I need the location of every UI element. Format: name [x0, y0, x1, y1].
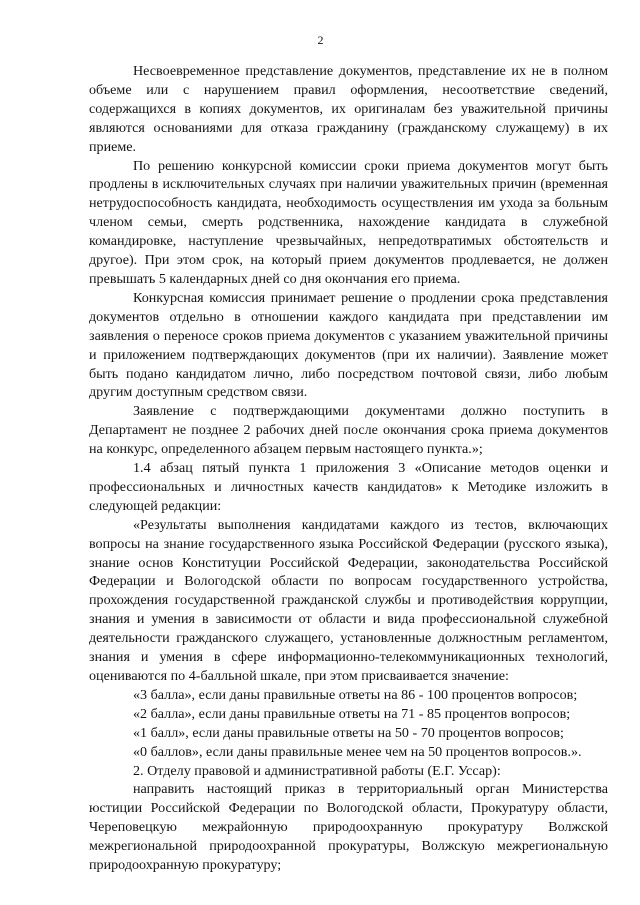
- page-number: 2: [317, 33, 324, 47]
- paragraph-commission-decision: Конкурсная комиссия принимает решение о продлении срока представления документов отдельно в отношении каждого кандидата при представлении им заявления о переносе сроков приема документов с указанием уважительной причины и приложением подтверждающих документов (при их наличии). Заявление может быть подано кандидатом лично, либо посредством почтовой связи, либо любым другим доступным средством связи.: [89, 289, 608, 401]
- paragraph-legal-department: 2. Отделу правовой и административной работы (Е.Г. Уссар):: [133, 762, 501, 779]
- paragraph-deadline-extension: По решению конкурсной комиссии сроки приема документов могут быть продлены в исключительных случаях при наличии уважительных причин (временная нетрудоспособность кандидата, необходимость осуществления им ухода за больным членом семьи, смерть родственника, нахождение кандидата в служебной командировке, наступление чрезвычайных, непредотвратимых обстоятельств и другое). При этом срок, на который прием документов продлевается, не должен превышать 5 календарных дней со дня окончания его приема.: [89, 157, 608, 287]
- paragraph-test-results: «Результаты выполнения кандидатами каждого из тестов, включающих вопросы на знание государственного языка Российской Федерации (русского языка), знание основ Конституции Российской Федерации, законодательства Российской Федерации и Вологодской области по вопросам государственного устройства, прохождения государственной гражданской службы и противодействия коррупции, знания и умения в зависимости от области и вида профессиональной служебной деятельности гражданского служащего, установленные должностным регламентом, знания и умения в сфере информационно-телекоммуникационных технологий, оцениваются по 4-балльной шкале, при этом присваивается значение:: [89, 516, 608, 684]
- score-item-2: «2 балла», если даны правильные ответы на 71 - 85 процентов вопросов;: [133, 705, 571, 722]
- score-item-3: «3 балла», если даны правильные ответы на 86 - 100 процентов вопросов;: [133, 686, 578, 703]
- paragraph-send-order: направить настоящий приказ в территориальный орган Министерства юстиции Российской Федерации по Вологодской области, Прокуратуру области, Череповецкую межрайонную природоохранную прокуратуру Волжской межрегиональной природоохранной прокуратуры, Волжскую межрегиональную природоохранную прокуратуру;: [89, 781, 608, 874]
- paragraph-application-submission: Заявление с подтверждающими документами должно поступить в Департамент не позднее 2 рабочих дней после окончания срока приема документов на конкурс, определенного абзацем первым настоящего пункта.»;: [89, 403, 608, 458]
- score-item-0: «0 баллов», если даны правильные менее чем на 50 процентов вопросов.».: [133, 743, 582, 760]
- paragraph-amendment-1-4: 1.4 абзац пятый пункта 1 приложения 3 «Описание методов оценки и профессиональных и личностных качеств кандидатов» к Методике изложить в следующей редакции:: [89, 460, 608, 514]
- score-item-1: «1 балл», если даны правильные ответы на 50 - 70 процентов вопросов;: [133, 724, 564, 741]
- paragraph-refusal-grounds: Несвоевременное представление документов, представление их не в полном объеме или с нарушением правил оформления, несоответствие сведений, содержащихся в копиях документов, их оригиналам без уважительной причины являются основаниями для отказа гражданину (гражданскому служащему) в их приеме.: [89, 63, 608, 155]
